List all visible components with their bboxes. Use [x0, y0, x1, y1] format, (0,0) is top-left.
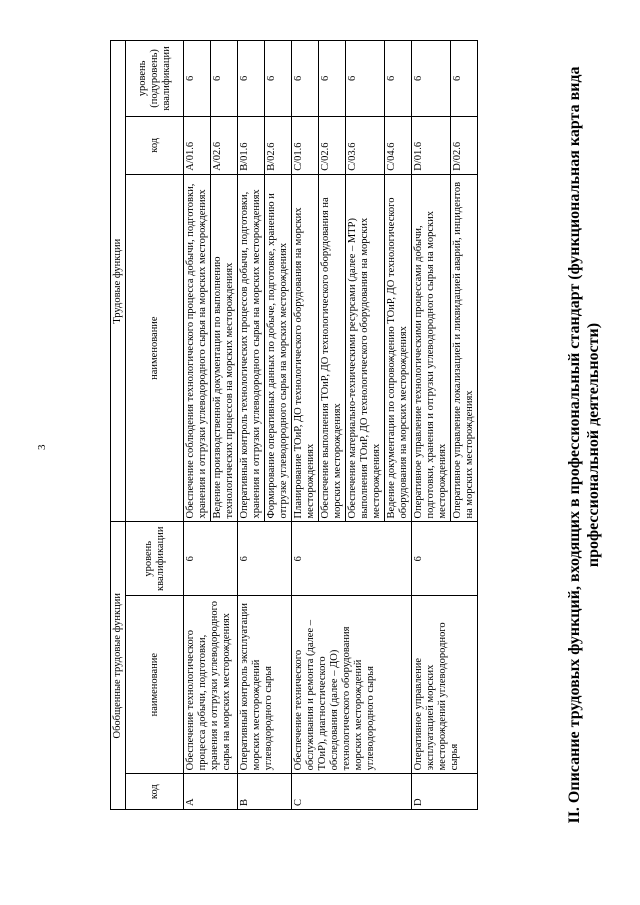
function-level: 6 [346, 41, 385, 117]
section-title [565, 65, 603, 825]
function-level: 6 [319, 41, 346, 117]
function-level: 6 [412, 41, 451, 117]
header-generalized: Обобщенные трудовые функции [111, 522, 126, 810]
function-level: 6 [451, 41, 478, 117]
header-function-level: уровень (подуровень) квалификации [126, 41, 184, 117]
function-code: C/01.6 [292, 116, 319, 174]
header-level: уровень квалификации [126, 522, 184, 596]
header-code: код [126, 774, 184, 810]
function-name: Обеспечение соблюдения технологического процесса добычи, подготовки, хранения и отгрузки углеводородного сырья на морских месторождениях [184, 174, 211, 522]
function-code: C/02.6 [319, 116, 346, 174]
group-code: B [238, 774, 292, 810]
function-level: 6 [292, 41, 319, 117]
function-code: D/02.6 [451, 116, 478, 174]
page-number: 3 [36, 444, 48, 450]
function-code: A/01.6 [184, 116, 211, 174]
header-function-code: код [126, 116, 184, 174]
function-name: Оперативное управление технологическими процессами добычи, подготовки, хранения и отгрузки углеводородного сырья на морских месторождениях [412, 174, 451, 522]
group-code: A [184, 774, 238, 810]
function-code: C/04.6 [385, 116, 412, 174]
function-code: B/01.6 [238, 116, 265, 174]
group-level: 6 [292, 522, 412, 596]
group-level: 6 [412, 522, 478, 596]
header-functions: Трудовые функции [111, 41, 126, 522]
title-line-2: профессиональной деятельности) [585, 322, 602, 568]
functional-map-table [110, 40, 478, 810]
function-name: Планирование ТОиР, ДО технологического оборудования на морских месторождениях [292, 174, 319, 522]
group-name: Оперативное управление эксплуатацией морских месторождений углеводородного сырья [412, 596, 478, 774]
header-function-name: наименование [126, 174, 184, 522]
function-level: 6 [184, 41, 211, 117]
group-name: Обеспечение технологического процесса добычи, подготовки, хранения и отгрузки углеводородного сырья на морских месторождениях [184, 596, 238, 774]
group-level: 6 [184, 522, 238, 596]
function-code: B/02.6 [265, 116, 292, 174]
header-name: наименование [126, 596, 184, 774]
function-code: C/03.6 [346, 116, 385, 174]
group-name: Обеспечение технического обслуживания и ремонта (далее – ТОиР), диагностического обследования (далее – ДО) технологического оборудования морских месторождений углеводородного сырья [292, 596, 412, 774]
function-name: Обеспечение материально-техническими ресурсами (далее – МТР) выполнения ТОиР, ДО технологического оборудования на морских месторождениях [346, 174, 385, 522]
function-name: Ведение документации по сопровождению ТОиР, ДО технологического оборудования на морских месторождениях [385, 174, 412, 522]
group-code: D [412, 774, 478, 810]
function-name: Оперативный контроль технологических процессов добычи, подготовки, хранения и отгрузки углеводородного сырья на морских месторождениях [238, 174, 265, 522]
function-name: Обеспечение выполнения ТОиР, ДО технологического оборудования на морских месторождениях [319, 174, 346, 522]
function-level: 6 [265, 41, 292, 117]
group-level: 6 [238, 522, 292, 596]
group-name: Оперативный контроль эксплуатации морских месторождений углеводородного сырья [238, 596, 292, 774]
group-code: C [292, 774, 412, 810]
function-level: 6 [385, 41, 412, 117]
function-level: 6 [211, 41, 238, 117]
function-name: Формирование оперативных данных по добыче, подготовке, хранению и отгрузке углеводородного сырья на морских месторождениях [265, 174, 292, 522]
function-code: A/02.6 [211, 116, 238, 174]
title-line-1: II. Описание трудовых функций, входящих в профессиональный стандарт (функциональная карта вида [566, 66, 583, 824]
function-code: D/01.6 [412, 116, 451, 174]
function-name: Ведение производственной документации по выполнению технологических процессов на морских месторождениях [211, 174, 238, 522]
function-name: Оперативное управление локализацией и ликвидацией аварий, инцидентов на морских месторождениях [451, 174, 478, 522]
function-level: 6 [238, 41, 265, 117]
